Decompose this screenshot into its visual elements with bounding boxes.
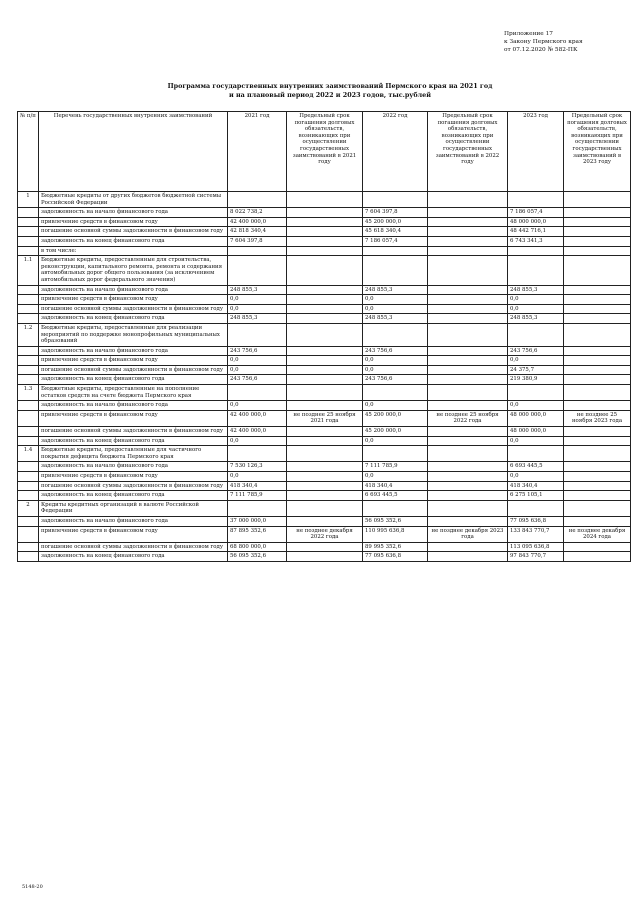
cell-term-2021 (287, 356, 363, 366)
cell-name: задолженность на начало финансового года (39, 208, 228, 218)
cell-term-2023 (564, 295, 631, 305)
cell-term-2022 (428, 285, 508, 295)
cell-2021: 68 800 000,0 (228, 542, 287, 552)
cell-2023: 0,0 (508, 356, 564, 366)
cell-num (18, 346, 39, 356)
cell-term-2021 (287, 304, 363, 314)
cell-2022: 110 995 636,8 (363, 526, 428, 542)
cell-2021: 7 604 397,8 (228, 236, 287, 246)
table-row (18, 491, 631, 501)
cell-term-2021 (287, 481, 363, 491)
cell-2022: 89 995 352,6 (363, 542, 428, 552)
cell-2022: 7 604 397,8 (363, 208, 428, 218)
cell-term-2023 (564, 542, 631, 552)
cell-term-2022 (428, 346, 508, 356)
cell-num (18, 481, 39, 491)
cell-2022: 45 618 340,4 (363, 227, 428, 237)
cell-2023: 24 375,7 (508, 365, 564, 375)
cell-2023: 77 095 636,8 (508, 516, 564, 526)
cell-name: задолженность на конец финансового года (39, 436, 228, 446)
cell-num (18, 410, 39, 426)
header-num: № п/п (18, 112, 39, 192)
cell-2022: 6 693 445,5 (363, 491, 428, 501)
cell-2022: 418 340,4 (363, 481, 428, 491)
cell-2022: 7 111 785,9 (363, 462, 428, 472)
cell-term-2022 (428, 236, 508, 246)
cell-term-2022 (428, 516, 508, 526)
table-row (18, 236, 631, 246)
cell-2021 (228, 246, 287, 256)
cell-name: погашение основной суммы задолженности в финансовом году (39, 481, 228, 491)
title-line-2: и на плановый период 2022 и 2023 годов, тыс.рублей (229, 90, 431, 99)
table-row (18, 323, 631, 346)
cell-2021: 0,0 (228, 356, 287, 366)
cell-term-2022 (428, 385, 508, 401)
cell-term-2023 (564, 365, 631, 375)
table-row (18, 472, 631, 482)
cell-name: задолженность на конец финансового года (39, 491, 228, 501)
cell-2023 (508, 500, 564, 516)
cell-2022: 45 200 000,0 (363, 410, 428, 426)
cell-2023 (508, 446, 564, 462)
cell-term-2023 (564, 401, 631, 411)
cell-2021 (228, 500, 287, 516)
cell-term-2021 (287, 217, 363, 227)
table-row (18, 526, 631, 542)
cell-name: погашение основной суммы задолженности в финансовом году (39, 227, 228, 237)
cell-2022 (363, 192, 428, 208)
cell-2021: 0,0 (228, 295, 287, 305)
cell-2021: 0,0 (228, 401, 287, 411)
cell-2023 (508, 192, 564, 208)
cell-2022: 0,0 (363, 472, 428, 482)
cell-term-2021 (287, 365, 363, 375)
table-row (18, 446, 631, 462)
cell-term-2021: не позднее декабря 2022 года (287, 526, 363, 542)
cell-term-2022 (428, 208, 508, 218)
cell-term-2022 (428, 491, 508, 501)
table-row (18, 285, 631, 295)
cell-2021: 7 530 126,3 (228, 462, 287, 472)
cell-2023 (508, 246, 564, 256)
cell-term-2022: не позднее 25 ноября 2022 года (428, 410, 508, 426)
cell-num (18, 472, 39, 482)
cell-num: 1.1 (18, 256, 39, 285)
cell-2023 (508, 323, 564, 346)
cell-term-2022 (428, 256, 508, 285)
cell-term-2022 (428, 542, 508, 552)
cell-name: привлечение средств в финансовом году (39, 217, 228, 227)
cell-2023: 6 743 341,3 (508, 236, 564, 246)
cell-num (18, 314, 39, 324)
cell-name: задолженность на конец финансового года (39, 314, 228, 324)
cell-term-2023 (564, 481, 631, 491)
header-name: Перечень государственных внутренних заимствований (39, 112, 228, 192)
table-row (18, 304, 631, 314)
cell-2023: 0,0 (508, 295, 564, 305)
table-row (18, 192, 631, 208)
cell-term-2023 (564, 552, 631, 562)
cell-term-2021 (287, 256, 363, 285)
table-row (18, 481, 631, 491)
cell-num (18, 208, 39, 218)
cell-term-2023 (564, 246, 631, 256)
table-row (18, 217, 631, 227)
cell-2021: 0,0 (228, 436, 287, 446)
cell-term-2022 (428, 323, 508, 346)
cell-term-2021 (287, 516, 363, 526)
cell-name: Бюджетные кредиты, предоставленные для строительства, реконструкции, капитального ремонта, ремонта и содержания автомобильных дорог общего пользования (за исключением автомобильных дорог федерального значения) (39, 256, 228, 285)
table-row (18, 346, 631, 356)
cell-2023: 6 275 105,1 (508, 491, 564, 501)
cell-name: погашение основной суммы задолженности в финансовом году (39, 365, 228, 375)
cell-term-2023 (564, 375, 631, 385)
cell-name: задолженность на начало финансового года (39, 346, 228, 356)
cell-2022: 248 855,3 (363, 314, 428, 324)
cell-2022: 243 756,6 (363, 346, 428, 356)
cell-name: привлечение средств в финансовом году (39, 526, 228, 542)
cell-2022 (363, 385, 428, 401)
table-row (18, 385, 631, 401)
cell-num (18, 356, 39, 366)
table-row (18, 246, 631, 256)
table-row (18, 500, 631, 516)
cell-2021: 248 855,3 (228, 285, 287, 295)
cell-num (18, 516, 39, 526)
cell-2022: 0,0 (363, 295, 428, 305)
cell-2023: 0,0 (508, 304, 564, 314)
cell-2021: 42 400 000,0 (228, 427, 287, 437)
cell-num (18, 295, 39, 305)
cell-term-2021: не позднее 25 ноября 2021 года (287, 410, 363, 426)
cell-name: Бюджетные кредиты, предоставленные для реализации мероприятий по поддержке монопрофильных муниципальных образований (39, 323, 228, 346)
cell-term-2023 (564, 346, 631, 356)
appendix-line-3: от 07.12.2020 № 582-ПК (504, 47, 578, 53)
cell-2022: 56 095 352,6 (363, 516, 428, 526)
cell-name: Бюджетные кредиты от других бюджетов бюджетной системы Российской Федерации (39, 192, 228, 208)
cell-term-2021 (287, 227, 363, 237)
cell-term-2023 (564, 446, 631, 462)
cell-2023: 0,0 (508, 472, 564, 482)
appendix-line-1: Приложение 17 (504, 31, 553, 37)
cell-name: задолженность на конец финансового года (39, 236, 228, 246)
cell-term-2021 (287, 236, 363, 246)
cell-term-2023 (564, 427, 631, 437)
cell-2022: 45 200 000,0 (363, 427, 428, 437)
cell-num: 1.2 (18, 323, 39, 346)
cell-num (18, 462, 39, 472)
cell-2021: 248 855,3 (228, 314, 287, 324)
cell-2022: 7 186 057,4 (363, 236, 428, 246)
cell-term-2023 (564, 217, 631, 227)
cell-2023: 6 693 445,5 (508, 462, 564, 472)
cell-num (18, 526, 39, 542)
cell-term-2023 (564, 236, 631, 246)
cell-name: Бюджетные кредиты, предоставленные для частичного покрытия дефицита бюджета Пермского края (39, 446, 228, 462)
cell-2022: 0,0 (363, 356, 428, 366)
cell-term-2022 (428, 295, 508, 305)
cell-num (18, 552, 39, 562)
appendix-note (504, 30, 583, 54)
cell-num (18, 236, 39, 246)
cell-2023: 0,0 (508, 401, 564, 411)
cell-term-2021 (287, 552, 363, 562)
cell-term-2022 (428, 304, 508, 314)
cell-name: задолженность на начало финансового года (39, 401, 228, 411)
cell-2021 (228, 446, 287, 462)
cell-term-2023 (564, 304, 631, 314)
cell-term-2022 (428, 436, 508, 446)
cell-term-2021 (287, 323, 363, 346)
cell-num: 1 (18, 192, 39, 208)
cell-term-2023 (564, 285, 631, 295)
cell-term-2022 (428, 192, 508, 208)
cell-term-2021 (287, 401, 363, 411)
cell-2023: 113 095 636,8 (508, 542, 564, 552)
cell-2021: 8 022 738,2 (228, 208, 287, 218)
cell-2023 (508, 385, 564, 401)
cell-term-2022 (428, 227, 508, 237)
table-row (18, 462, 631, 472)
header-term-2021: Предельный срок погашения долговых обязательств, возникающих при осуществлении государственных заимствований в 2021 году (287, 112, 363, 192)
cell-num (18, 375, 39, 385)
cell-term-2022 (428, 481, 508, 491)
cell-2023: 0,0 (508, 436, 564, 446)
cell-num (18, 217, 39, 227)
cell-term-2022 (428, 401, 508, 411)
cell-term-2023 (564, 227, 631, 237)
cell-2023: 48 442 716,1 (508, 227, 564, 237)
cell-term-2023 (564, 472, 631, 482)
cell-term-2022 (428, 446, 508, 462)
cell-term-2023: не позднее 25 ноября 2023 года (564, 410, 631, 426)
cell-term-2022 (428, 356, 508, 366)
cell-name: погашение основной суммы задолженности в финансовом году (39, 542, 228, 552)
cell-name: привлечение средств в финансовом году (39, 295, 228, 305)
cell-term-2022 (428, 246, 508, 256)
cell-term-2023 (564, 323, 631, 346)
cell-num (18, 246, 39, 256)
cell-2021: 42 400 000,0 (228, 410, 287, 426)
cell-2023: 248 855,3 (508, 285, 564, 295)
cell-term-2022 (428, 314, 508, 324)
cell-name: задолженность на конец финансового года (39, 375, 228, 385)
cell-2021: 87 895 352,6 (228, 526, 287, 542)
cell-term-2023 (564, 500, 631, 516)
cell-num (18, 542, 39, 552)
cell-term-2023 (564, 192, 631, 208)
document-title (120, 82, 540, 99)
cell-term-2021 (287, 500, 363, 516)
cell-num (18, 304, 39, 314)
cell-name: в том числе: (39, 246, 228, 256)
cell-term-2022 (428, 217, 508, 227)
appendix-line-2: к Закону Пермского края (504, 39, 583, 45)
cell-term-2021 (287, 246, 363, 256)
cell-term-2021 (287, 427, 363, 437)
header-row (18, 112, 631, 192)
cell-term-2022 (428, 462, 508, 472)
header-2022: 2022 год (363, 112, 428, 192)
cell-term-2021 (287, 314, 363, 324)
cell-term-2023: не позднее декабря 2024 года (564, 526, 631, 542)
cell-term-2023 (564, 256, 631, 285)
cell-2021: 418 340,4 (228, 481, 287, 491)
cell-term-2022 (428, 375, 508, 385)
cell-term-2021 (287, 346, 363, 356)
cell-term-2022 (428, 552, 508, 562)
table-row (18, 401, 631, 411)
table-row (18, 516, 631, 526)
cell-2023: 243 756,6 (508, 346, 564, 356)
cell-2022: 45 200 000,0 (363, 217, 428, 227)
cell-num: 1.3 (18, 385, 39, 401)
cell-term-2021 (287, 375, 363, 385)
cell-2021: 0,0 (228, 365, 287, 375)
table-row (18, 410, 631, 426)
cell-2023: 48 000 000,0 (508, 217, 564, 227)
table-row (18, 227, 631, 237)
cell-2023 (508, 256, 564, 285)
cell-num (18, 436, 39, 446)
cell-2021 (228, 323, 287, 346)
cell-num (18, 427, 39, 437)
cell-2023: 133 843 770,7 (508, 526, 564, 542)
cell-term-2021 (287, 208, 363, 218)
cell-2021: 0,0 (228, 472, 287, 482)
cell-2021: 7 111 785,9 (228, 491, 287, 501)
cell-term-2021 (287, 491, 363, 501)
table-row (18, 256, 631, 285)
cell-num (18, 401, 39, 411)
cell-term-2022 (428, 500, 508, 516)
cell-2021: 243 756,6 (228, 346, 287, 356)
cell-2022 (363, 446, 428, 462)
cell-num: 2 (18, 500, 39, 516)
cell-2023: 7 186 057,4 (508, 208, 564, 218)
cell-2023: 219 380,9 (508, 375, 564, 385)
cell-term-2021 (287, 462, 363, 472)
cell-term-2021 (287, 295, 363, 305)
cell-term-2021 (287, 446, 363, 462)
cell-2021 (228, 385, 287, 401)
cell-name: задолженность на начало финансового года (39, 462, 228, 472)
cell-name: задолженность на начало финансового года (39, 516, 228, 526)
cell-name: погашение основной суммы задолженности в финансовом году (39, 304, 228, 314)
cell-term-2022 (428, 365, 508, 375)
cell-term-2023 (564, 436, 631, 446)
cell-term-2023 (564, 491, 631, 501)
cell-term-2022 (428, 472, 508, 482)
cell-2021: 42 400 000,0 (228, 217, 287, 227)
cell-2023: 48 000 000,0 (508, 410, 564, 426)
cell-term-2023 (564, 516, 631, 526)
cell-2021: 37 000 000,0 (228, 516, 287, 526)
cell-2021 (228, 256, 287, 285)
cell-2022 (363, 256, 428, 285)
cell-num: 1.4 (18, 446, 39, 462)
cell-term-2021 (287, 542, 363, 552)
cell-num (18, 227, 39, 237)
borrowing-program-table (17, 111, 631, 562)
header-2023: 2023 год (508, 112, 564, 192)
cell-num (18, 491, 39, 501)
cell-term-2023 (564, 462, 631, 472)
header-term-2022: Предельный срок погашения долговых обязательств, возникающих при осуществлении государственных заимствований в 2022 году (428, 112, 508, 192)
table-row (18, 436, 631, 446)
cell-2021: 243 756,6 (228, 375, 287, 385)
footer-code: 5148-20 (22, 884, 43, 890)
cell-term-2022 (428, 427, 508, 437)
cell-2022: 0,0 (363, 304, 428, 314)
cell-2021: 56 095 352,6 (228, 552, 287, 562)
cell-2022: 0,0 (363, 436, 428, 446)
cell-2022 (363, 323, 428, 346)
cell-2023: 418 340,4 (508, 481, 564, 491)
table-row (18, 208, 631, 218)
cell-term-2021 (287, 285, 363, 295)
cell-2022 (363, 500, 428, 516)
table-row (18, 365, 631, 375)
cell-term-2023 (564, 208, 631, 218)
table-row (18, 375, 631, 385)
cell-name: привлечение средств в финансовом году (39, 472, 228, 482)
cell-term-2021 (287, 472, 363, 482)
cell-term-2021 (287, 385, 363, 401)
title-line-1: Программа государственных внутренних заимствований Пермского края на 2021 год (167, 82, 493, 90)
cell-2021: 0,0 (228, 304, 287, 314)
table-row (18, 356, 631, 366)
cell-term-2022: не позднее декабря 2023 года (428, 526, 508, 542)
cell-name: задолженность на начало финансового года (39, 285, 228, 295)
cell-name: Кредиты кредитных организаций в валюте Российской Федерации (39, 500, 228, 516)
table-row (18, 427, 631, 437)
cell-term-2023 (564, 385, 631, 401)
header-2021: 2021 год (228, 112, 287, 192)
cell-name: привлечение средств в финансовом году (39, 356, 228, 366)
cell-name: погашение основной суммы задолженности в финансовом году (39, 427, 228, 437)
cell-name: задолженность на конец финансового года (39, 552, 228, 562)
table-row (18, 295, 631, 305)
cell-2021 (228, 192, 287, 208)
cell-term-2023 (564, 314, 631, 324)
cell-2023: 48 000 000,0 (508, 427, 564, 437)
cell-2022: 0,0 (363, 365, 428, 375)
table-row (18, 552, 631, 562)
cell-num (18, 365, 39, 375)
cell-term-2021 (287, 436, 363, 446)
cell-2022: 248 855,3 (363, 285, 428, 295)
cell-2022: 77 095 636,8 (363, 552, 428, 562)
cell-term-2021 (287, 192, 363, 208)
cell-term-2023 (564, 356, 631, 366)
cell-name: привлечение средств в финансовом году (39, 410, 228, 426)
table-row (18, 314, 631, 324)
cell-2022: 243 756,6 (363, 375, 428, 385)
cell-num (18, 285, 39, 295)
cell-2023: 248 855,3 (508, 314, 564, 324)
cell-2021: 42 818 340,4 (228, 227, 287, 237)
cell-name: Бюджетные кредиты, предоставленные на пополнение остатков средств на счете бюджета Пермского края (39, 385, 228, 401)
cell-2022: 0,0 (363, 401, 428, 411)
header-term-2023: Предельный срок погашения долговых обязательств, возникающих при осуществлении государственных заимствований в 2023 году (564, 112, 631, 192)
cell-2023: 97 843 770,7 (508, 552, 564, 562)
table-row (18, 542, 631, 552)
cell-2022 (363, 246, 428, 256)
